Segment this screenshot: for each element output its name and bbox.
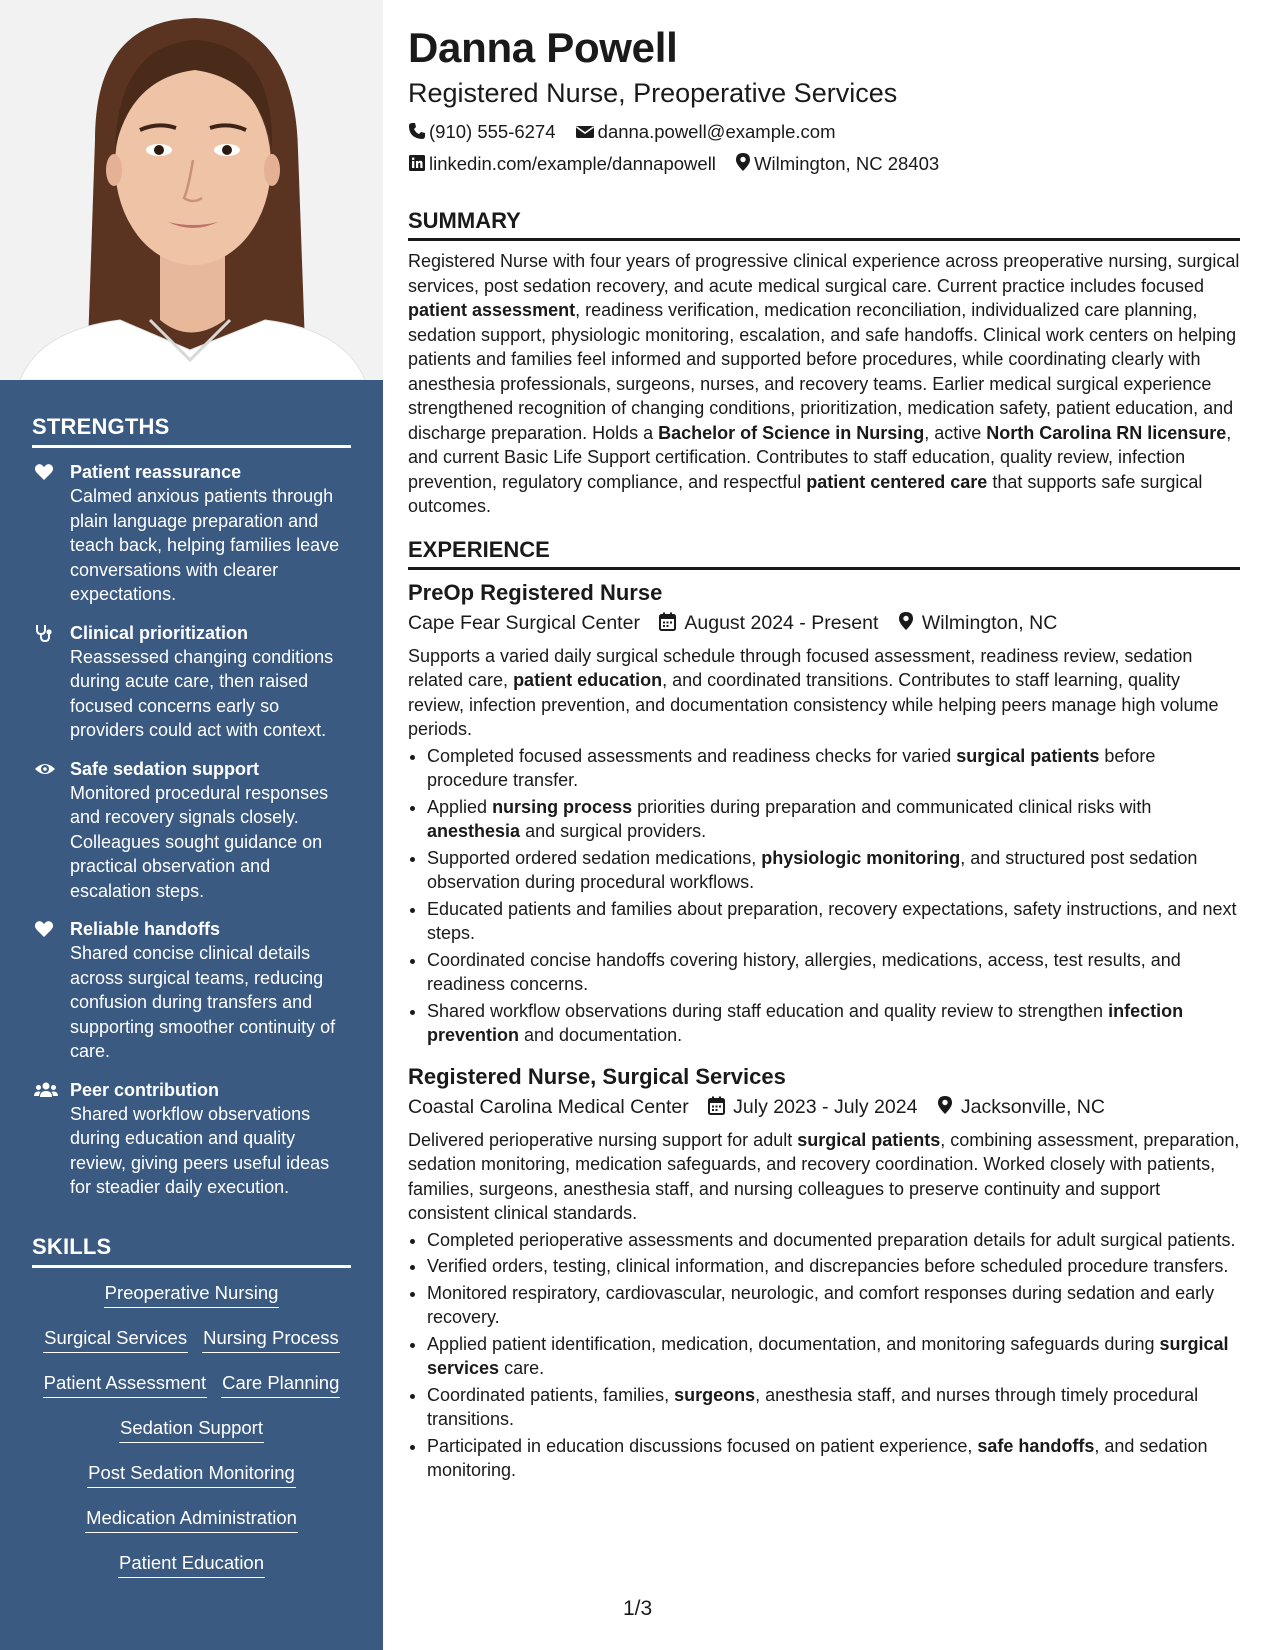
- users-icon: [34, 1080, 54, 1100]
- bullet-text: and surgical providers.: [520, 821, 707, 841]
- strength-item: [32, 1078, 351, 1200]
- skill-tag: Patient Education: [118, 1550, 265, 1578]
- bullet-item: [427, 1228, 1240, 1253]
- summary-text: , and current Basic Life Support certification. Contributes to staff education, quality review, infection prevention, regulatory compliance, and respectful: [408, 422, 1232, 492]
- bullet-item: [427, 897, 1240, 946]
- strength-item: [32, 621, 351, 743]
- job-description-text: Supports a varied daily surgical schedule through focused assessment, readiness review, sedation related care,: [408, 645, 1193, 690]
- bullet-text: Coordinated concise handoffs covering history, allergies, medications, access, test results, and readiness concerns.: [427, 949, 1181, 994]
- strength-title: Patient reassurance: [70, 462, 242, 482]
- skills-heading: SKILLS: [32, 1234, 351, 1268]
- job-description-emphasis: patient education: [513, 670, 663, 690]
- bullet-text: Supported ordered sedation medications,: [427, 847, 762, 868]
- linkedin-text: linkedin.com/example/dannapowell: [429, 153, 716, 174]
- strength-description: Reassessed changing conditions during acute care, then raised focused concerns early so providers could act with context.: [70, 646, 334, 740]
- strengths-heading: STRENGTHS: [32, 414, 351, 448]
- summary-text: [408, 249, 1240, 519]
- bullet-text: before procedure transfer.: [427, 745, 1156, 790]
- candidate-name: Danna Powell: [408, 24, 678, 71]
- summary-emphasis: Bachelor of Science in Nursing: [658, 422, 925, 443]
- summary-heading: SUMMARY: [408, 208, 1240, 241]
- eye-icon: [34, 759, 54, 779]
- bullet-emphasis: safe handoffs: [977, 1435, 1095, 1456]
- bullet-text: Monitored respiratory, cardiovascular, neurologic, and comfort responses during sedation and early recovery.: [427, 1282, 1215, 1327]
- sidebar: [0, 0, 383, 1650]
- job-bullets: [408, 744, 1240, 1048]
- job-description: [408, 644, 1240, 742]
- bullet-text: Participated in education discussions focused on patient experience,: [427, 1435, 978, 1456]
- job-description-emphasis: surgical patients: [797, 1129, 941, 1150]
- bullet-emphasis: nursing process: [492, 796, 633, 817]
- job-location: Wilmington, NC: [921, 611, 1058, 634]
- contact-info: [408, 116, 1240, 180]
- strength-description: Calmed anxious patients through plain language preparation and teach back, helping families leave conversations with clearer expectations.: [70, 486, 340, 604]
- job-bullets: [408, 1228, 1240, 1483]
- bullet-item: [427, 846, 1240, 895]
- bullet-text: , anesthesia staff, and nurses through timely procedural transitions.: [427, 1384, 1199, 1429]
- bullet-text: Applied: [427, 796, 493, 817]
- bullet-item: [427, 1434, 1240, 1483]
- summary-emphasis: patient assessment: [408, 300, 576, 320]
- bullet-text: , and sedation monitoring.: [427, 1435, 1208, 1480]
- bullet-item: [427, 1281, 1240, 1330]
- bullet-item: [427, 795, 1240, 844]
- summary-text: Registered Nurse with four years of progressive clinical experience across preoperative nursing, surgical services, post sedation recovery, and acute medical surgical care. Current practice includes focused: [408, 251, 1240, 296]
- location-text: Wilmington, NC 28403: [754, 153, 940, 174]
- strength-item: [32, 917, 351, 1064]
- bullet-emphasis: surgical patients: [956, 745, 1100, 766]
- job-title: Registered Nurse, Surgical Services: [408, 1063, 786, 1089]
- calendar-icon: [708, 1096, 725, 1115]
- job-title: PreOp Registered Nurse: [408, 579, 663, 605]
- linkedin-item: [408, 148, 716, 180]
- summary-text: , readiness verification, medication reconciliation, individualized care planning, sedation support, physiologic monitoring, escalation, and safe handoffs. Clinical work centers on helping patients and families feel informed and supported before procedures, while coordinating clearly with anesthesia professionals, surgeons, nurses, and recovery teams. Earlier medical surgical experience strengthened recognition of changing conditions, prioritization, medication safety, patient education, and discharge preparation. Holds a: [408, 300, 1237, 443]
- bullet-item: [427, 1254, 1240, 1279]
- job-meta: [408, 1092, 1240, 1122]
- linkedin-icon: [408, 154, 426, 172]
- bullet-item: [427, 948, 1240, 997]
- job-dates: July 2023 - July 2024: [733, 1095, 918, 1118]
- strength-title: Peer contribution: [70, 1079, 220, 1100]
- map-pin-icon: [735, 152, 751, 172]
- strengths-section: [32, 414, 351, 1214]
- bullet-text: and documentation.: [519, 1025, 683, 1045]
- job-meta: [408, 608, 1240, 638]
- bullet-emphasis: physiologic monitoring: [761, 847, 961, 868]
- strength-description: Shared concise clinical details across surgical teams, reducing confusion during transfers and supporting smoother continuity of care.: [70, 943, 336, 1061]
- summary-text: , active: [924, 422, 987, 443]
- job-description-text: , combining assessment, preparation, sedation monitoring, medication safeguards, and recovery coordination. Worked closely with patients, families, surgeons, anesthesia staff, and nursing colleagues to preserve continuity and support consistent clinical standards.: [408, 1129, 1240, 1223]
- email-text: danna.powell@example.com: [597, 121, 836, 142]
- map-pin-icon: [937, 1095, 953, 1115]
- job-description-text: Delivered perioperative nursing support for adult: [408, 1129, 798, 1150]
- heart-icon: [34, 919, 54, 939]
- job-description: [408, 1128, 1240, 1226]
- job-entry: [408, 1062, 1240, 1483]
- skill-tag: Preoperative Nursing: [104, 1280, 280, 1308]
- bullet-text: Completed perioperative assessments and documented preparation details for adult surgical patients.: [427, 1229, 1236, 1250]
- heart-icon: [34, 462, 54, 482]
- bullet-item: [427, 1332, 1240, 1381]
- skill-tag: Nursing Process: [202, 1325, 340, 1353]
- bullet-emphasis: surgeons: [674, 1384, 756, 1405]
- summary-text: that supports safe surgical outcomes.: [408, 471, 1203, 516]
- skill-tag: Care Planning: [221, 1370, 340, 1398]
- bullet-text: Educated patients and families about preparation, recovery expectations, safety instructions, and next steps.: [427, 898, 1237, 943]
- profile-photo: [0, 0, 383, 380]
- stethoscope-icon: [34, 623, 54, 643]
- strength-description: Monitored procedural responses and recovery signals closely. Colleagues sought guidance on practical observation and escalation steps.: [70, 782, 329, 901]
- bullet-text: Completed focused assessments and readiness checks for varied: [427, 745, 957, 766]
- bullet-text: priorities during preparation and communicated clinical risks with: [632, 796, 1152, 817]
- employer: Coastal Carolina Medical Center: [408, 1095, 689, 1118]
- bullet-text: Verified orders, testing, clinical information, and discrepancies before scheduled procedure transfers.: [427, 1256, 1229, 1276]
- skill-tag: Surgical Services: [43, 1325, 188, 1353]
- bullet-item: [427, 1383, 1240, 1432]
- strength-item: [32, 757, 351, 904]
- bullet-text: Shared workflow observations during staff education and quality review to strengthen: [427, 1000, 1109, 1021]
- bullet-item: [427, 999, 1240, 1048]
- strength-item: [32, 460, 351, 607]
- location-item: [735, 148, 939, 180]
- phone-item: [408, 116, 556, 148]
- job-location: Jacksonville, NC: [960, 1095, 1105, 1118]
- bullet-item: [427, 744, 1240, 793]
- main-content: [408, 20, 1240, 1485]
- bullet-emphasis: anesthesia: [427, 821, 521, 841]
- strength-title: Clinical prioritization: [70, 622, 249, 643]
- phone-icon: [408, 122, 426, 140]
- strength-title: Safe sedation support: [70, 758, 260, 779]
- bullet-emphasis: infection prevention: [427, 1000, 1184, 1045]
- bullet-emphasis: surgical services: [427, 1333, 1229, 1378]
- candidate-title: Registered Nurse, Preoperative Services: [408, 78, 898, 108]
- phone-text: (910) 555-6274: [429, 121, 556, 142]
- map-pin-icon: [898, 611, 914, 631]
- skills-list: [32, 1280, 351, 1578]
- bullet-text: , and structured post sedation observation during procedural workflows.: [427, 847, 1198, 892]
- skill-tag: Patient Assessment: [43, 1370, 207, 1398]
- bullet-text: Applied patient identification, medication, documentation, and monitoring safeguards during: [427, 1333, 1160, 1354]
- skill-tag: Medication Administration: [85, 1505, 298, 1533]
- job-entry: [408, 578, 1240, 1048]
- employer: Cape Fear Surgical Center: [408, 611, 640, 634]
- bullet-text: Coordinated patients, families,: [427, 1384, 675, 1405]
- summary-emphasis: North Carolina RN licensure: [986, 422, 1227, 443]
- experience-heading: EXPERIENCE: [408, 537, 1240, 570]
- skill-tag: Sedation Support: [119, 1415, 264, 1443]
- portrait-image: [0, 0, 383, 380]
- skills-section: [32, 1234, 351, 1595]
- bullet-text: care.: [499, 1358, 545, 1378]
- job-description-text: , and coordinated transitions. Contributes to staff learning, quality review, infection prevention, and documentation consistency while helping peers manage high volume periods.: [408, 670, 1219, 739]
- strength-description: Shared workflow observations during education and quality review, giving peers useful ideas for steadier daily execution.: [70, 1103, 330, 1197]
- summary-emphasis: patient centered care: [806, 471, 988, 492]
- job-dates: August 2024 - Present: [684, 611, 879, 634]
- page-number: 1/3: [623, 1597, 653, 1620]
- strength-title: Reliable handoffs: [70, 919, 221, 939]
- envelope-icon: [575, 124, 595, 140]
- skill-tag: Post Sedation Monitoring: [87, 1460, 296, 1488]
- calendar-icon: [659, 612, 676, 631]
- email-item: [575, 116, 836, 148]
